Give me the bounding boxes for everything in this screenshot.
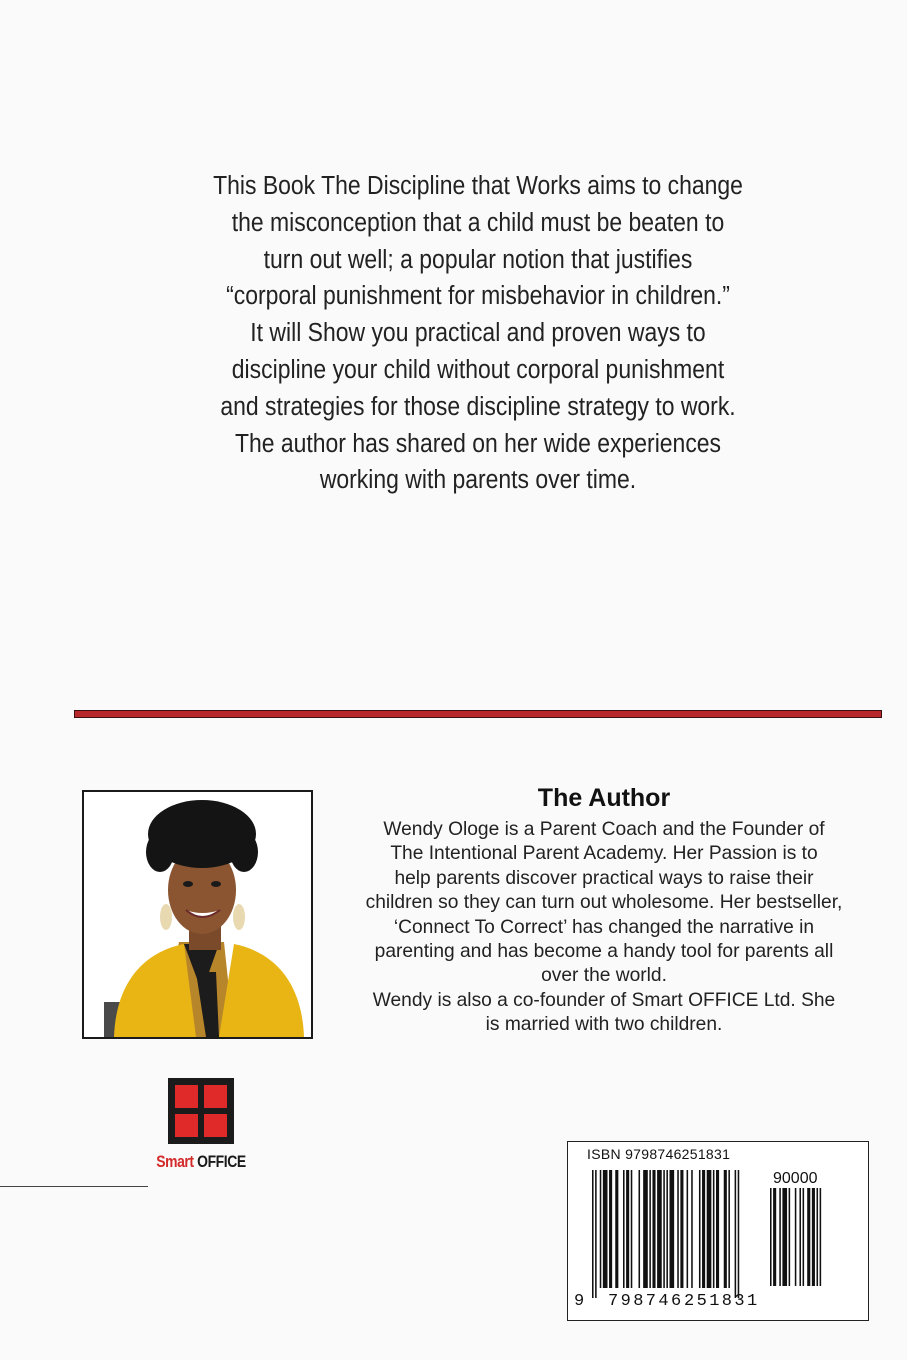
barcode-bar [652, 1170, 655, 1288]
author-photo [82, 790, 313, 1039]
red-divider [74, 710, 882, 718]
price-code: 90000 [773, 1170, 818, 1187]
bio-line: children so they can turn out wholesome. Her bestseller, [365, 892, 843, 914]
barcode-bar [631, 1170, 633, 1288]
barcode-bar [600, 1170, 602, 1288]
barcode-digits-right: 251831 [684, 1292, 760, 1311]
barcode-bar [770, 1188, 772, 1286]
publisher-name-part1: Smart [156, 1152, 194, 1171]
blurb-line: The author has shared on her wide experiences [234, 429, 722, 458]
barcode-bar [677, 1170, 679, 1288]
bio-line: ‘Connect To Correct’ has changed the narrative in [393, 916, 815, 938]
barcode-bar [799, 1188, 801, 1286]
barcode-main-bars [592, 1170, 758, 1300]
barcode-bar [699, 1170, 701, 1288]
barcode-bar [670, 1170, 675, 1288]
smart-office-logo-icon [168, 1078, 234, 1144]
author-heading: The Author [537, 784, 671, 812]
barcode-bar [623, 1170, 625, 1288]
barcode-bar [803, 1188, 805, 1286]
barcode-bar [812, 1188, 815, 1286]
bio-line: is married with two children. [485, 1014, 723, 1036]
barcode-digits-left: 798746 [608, 1292, 684, 1311]
blurb-line: the misconception that a child must be beaten to [231, 208, 725, 237]
blurb-line: It will Show you practical and proven ways to [250, 319, 706, 348]
barcode-bar [820, 1188, 822, 1286]
barcode-bar [735, 1170, 737, 1298]
barcode-bar [663, 1170, 665, 1288]
author-bio [318, 818, 890, 1038]
author-portrait-illustration [84, 792, 311, 1037]
barcode-bar [603, 1170, 608, 1288]
barcode-bar [639, 1170, 641, 1288]
barcode-bar [687, 1170, 689, 1288]
barcode-bar [702, 1170, 705, 1288]
barcode-bar [691, 1170, 693, 1288]
barcode-bar [713, 1170, 715, 1288]
blurb-line: This Book The Discipline that Works aims to change [213, 172, 743, 200]
back-cover-blurb [183, 168, 773, 499]
publisher-name-part2: OFFICE [197, 1152, 246, 1171]
blurb-line: “corporal punishment for misbehavior in children.” [226, 282, 730, 311]
bio-line: Wendy is also a co-founder of Smart OFFICE Ltd. She [372, 989, 836, 1011]
barcode-bar [649, 1170, 651, 1288]
publisher-name [151, 1152, 251, 1172]
barcode-bar [666, 1170, 668, 1288]
barcode-bar [779, 1188, 781, 1286]
barcode-bar [773, 1188, 776, 1286]
barcode-bar [782, 1188, 787, 1286]
bio-line: The Intentional Parent Academy. Her Passion is to [390, 843, 818, 865]
bio-line: parenting and has become a handy tool for parents all [374, 941, 834, 963]
barcode-bar [795, 1188, 797, 1286]
blurb-line: discipline your child without corporal punishment [231, 355, 725, 384]
barcode-bar [707, 1170, 712, 1288]
bio-line: help parents discover practical ways to raise their [394, 867, 814, 889]
blurb-line: working with parents over time. [319, 466, 637, 495]
barcode-bar [595, 1170, 597, 1298]
isbn-barcode [567, 1141, 869, 1321]
barcode-bar [615, 1170, 618, 1288]
barcode-bar [592, 1170, 594, 1298]
barcode-bar [817, 1188, 819, 1286]
barcode-bar [609, 1170, 612, 1288]
barcode-bar [789, 1188, 791, 1286]
barcode-bar [680, 1170, 683, 1288]
blurb-line: and strategies for those discipline strategy to work. [220, 392, 736, 421]
barcode-bar [728, 1170, 730, 1288]
barcode-bar [643, 1170, 648, 1288]
barcode-digit-first: 9 [574, 1292, 587, 1311]
bio-line: over the world. [541, 965, 667, 987]
barcode-bar [716, 1170, 719, 1288]
barcode-addon-bars [770, 1188, 822, 1288]
blurb-line: turn out well; a popular notion that justifies [263, 245, 693, 274]
barcode-bar [626, 1170, 629, 1288]
barcode-bar [738, 1170, 740, 1298]
edge-rule [0, 1186, 148, 1187]
barcode-bar [807, 1188, 810, 1286]
bio-line: Wendy Ologe is a Parent Coach and the Founder of [383, 819, 825, 840]
barcode-bar [724, 1170, 727, 1288]
isbn-label: ISBN 9798746251831 [587, 1146, 731, 1162]
barcode-bar [657, 1170, 662, 1288]
